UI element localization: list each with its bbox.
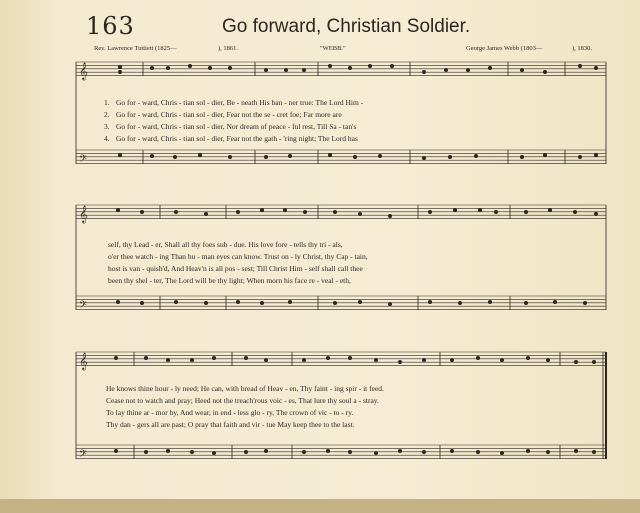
lyric-text: o'er thee watch - ing Than hu - man eyes can know. Trust on - ly Christ, thy Cap - tain, — [108, 252, 368, 261]
lyric-text: Thy dan - gers all are past; O pray that faith and vir - tue May keep thee to the last. — [106, 420, 355, 429]
author-credit: Rev. Lawrence Tuttiett (1825— — [94, 45, 177, 52]
lyric-text: To lay thine ar - mor by, And wear, in end - less glo - ry, The crown of vic - to - ry. — [106, 408, 354, 417]
tune-name: "WEBB." — [320, 45, 346, 52]
lyric-text: been thy shel - ter, The Lord will be thy light; When morn his face re - veal - eth, — [108, 276, 351, 285]
lyric-text: He knows thine hour - ly need; He can, with bread of Heav - en, Thy faint - ing spir - it feed. — [106, 384, 384, 393]
hymn-number: 163 — [86, 12, 135, 40]
composer-credit: George James Webb (1803— — [466, 45, 543, 52]
svg-text:𝄢: 𝄢 — [79, 299, 87, 313]
lyric-text: Go for - ward, Chris - tian sol - dier, Fear not the gath - 'ring night; The Lord has — [116, 134, 358, 143]
svg-text:𝄞: 𝄞 — [79, 205, 88, 223]
verse-number: 2. — [104, 110, 110, 119]
lyric-text: Go for - ward, Chris - tian sol - dier, Be - neath His ban - ner true: The Lord Him - — [116, 98, 364, 107]
lyric-text: Go for - ward, Chris - tian sol - dier, Fear not the se - cret foe; Far more are — [116, 110, 342, 119]
composer-year: ), 1830. — [572, 45, 593, 52]
svg-text:𝄢: 𝄢 — [79, 153, 87, 167]
verse-number: 1. — [104, 98, 110, 107]
author-year: ), 1861. — [218, 45, 239, 52]
lyric-text: host is van - quish'd, And Heav'n is all pos - sest; Till Christ Him - self shall call thee — [108, 264, 363, 273]
verse-number: 4. — [104, 134, 110, 143]
svg-text:𝄞: 𝄞 — [79, 62, 88, 80]
system-1-treble-staff — [76, 62, 606, 76]
lyric-text: self, thy Lead - er, Shall all thy foes sub - due. His love fore - tells thy tri - als, — [108, 240, 343, 249]
hymn-title: Go forward, Christian Soldier. — [222, 16, 471, 37]
svg-text:𝄞: 𝄞 — [79, 352, 88, 370]
lyric-text: Go for - ward, Chris - tian sol - dier, Nor dream of peace - ful rest, Till Sa - tan's — [116, 122, 357, 131]
svg-text:𝄢: 𝄢 — [79, 448, 87, 462]
page-edge — [0, 499, 640, 513]
lyric-text: Cease not to watch and pray; Heed not the treach'rous voic - es, That lure thy soul a - stray. — [106, 396, 379, 405]
verse-number: 3. — [104, 122, 110, 131]
system-1-bass-staff — [76, 150, 606, 164]
